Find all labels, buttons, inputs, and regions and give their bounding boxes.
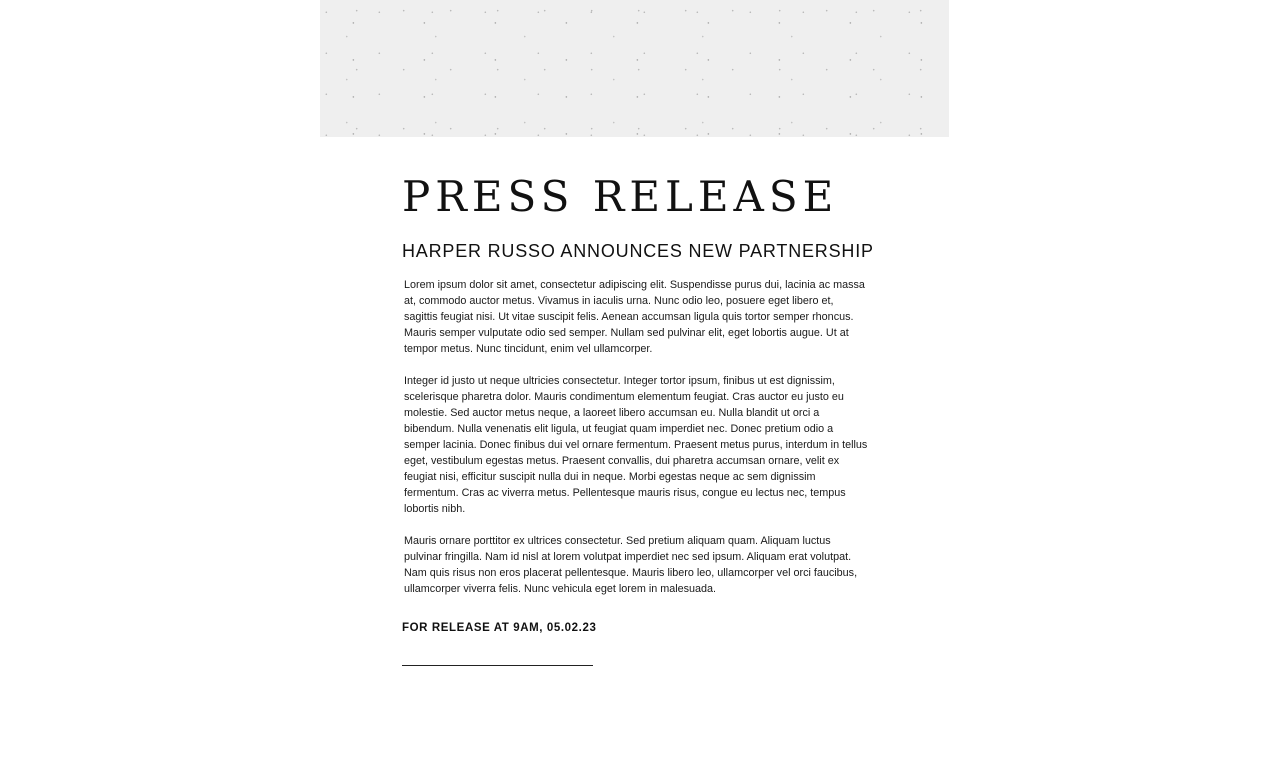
text-line: fermentum. Cras ac viverra metus. Pellentesque mauris risus, congue eu lectus nec, tempus [404, 487, 846, 499]
text-line: Mauris semper vulputate odio sed semper. Nullam sed pulvinar elit, eget lobortis augue. Ut at [404, 327, 849, 339]
text-line: Mauris ornare porttitor ex ultrices consectetur. Sed pretium aliquam quam. Aliquam luctus [404, 535, 831, 547]
subtitle: HARPER RUSSO ANNOUNCES NEW PARTNERSHIP [402, 241, 874, 261]
text-line: eget, vestibulum egestas metus. Praesent convallis, dui pharetra accumsan ornare, velit ex [404, 455, 840, 467]
text-line: Nam quis risus non eros placerat pellentesque. Mauris libero leo, ullamcorper vel orci faucibus, [404, 567, 858, 579]
text-line: Integer id justo ut neque ultricies consectetur. Integer tortor ipsum, finibus ut est dignissim, [404, 375, 835, 387]
text-line: scelerisque pharetra dolor. Mauris condimentum elementum feugiat. Cras auctor eu justo eu [404, 391, 844, 403]
text-line: lobortis nibh. [404, 503, 466, 515]
signature-line [402, 665, 593, 666]
text-line: molestie. Sed auctor metus neque, a laoreet libero accumsan eu. Nulla blandit ut orci a [404, 407, 820, 419]
paragraph-2 [404, 373, 867, 517]
text-line: sagittis feugiat nisi. Ut vitae suscipit felis. Aenean accumsan ligula quis tortor semper rhoncus. [404, 311, 854, 323]
text-line: tempor metus. Nunc tincidunt, enim vel ullamcorper. [404, 343, 653, 355]
text-line: Lorem ipsum dolor sit amet, consectetur adipiscing elit. Suspendisse purus dui, lacinia ac massa [404, 279, 865, 291]
text-line: semper lacinia. Donec finibus dui vel ornare fermentum. Praesent metus purus, interdum in tellus [404, 439, 868, 451]
text-line: at, commodo auctor metus. Vivamus in iaculis urna. Nunc odio leo, posuere eget libero et, [404, 295, 834, 307]
header-texture-image [320, 0, 949, 137]
paragraph-3 [404, 533, 857, 597]
text-line: pulvinar fringilla. Nam id nisl at lorem volutpat imperdiet nec sed ipsum. Aliquam erat volutpat. [404, 551, 852, 563]
release-date: FOR RELEASE AT 9AM, 05.02.23 [402, 622, 597, 634]
text-line: ullamcorper viverra felis. Nunc vehicula eget lorem in malesuada. [404, 583, 717, 595]
page-title: PRESS RELEASE [402, 172, 839, 221]
paragraph-1 [404, 277, 865, 357]
text-line: bibendum. Nulla venenatis elit ligula, ut feugiat quam imperdiet nec. Donec pretium odio a [404, 423, 834, 435]
text-line: feugiat nisi, efficitur suscipit nulla dui in neque. Morbi egestas neque ac sem dignissim [404, 471, 816, 483]
